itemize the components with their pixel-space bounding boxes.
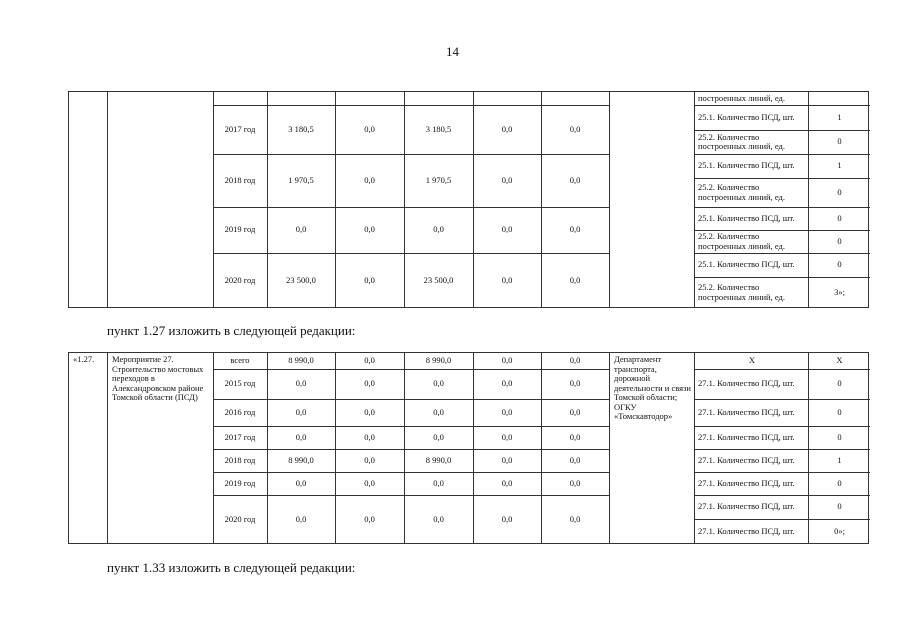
indicator-name: 25.2. Количество построенных линий, ед. [698, 231, 785, 251]
amount-cell: 0,0 [433, 406, 444, 417]
amount-cell: 0,0 [501, 224, 513, 235]
indicator-value: 1 [837, 160, 842, 171]
amount-cell: 0,0 [501, 406, 513, 417]
amount-cell: 8 990,0 [288, 355, 314, 366]
page-number: 14 [446, 44, 459, 59]
indicator-value: 0 [837, 186, 842, 197]
amount-cell: 0,0 [569, 513, 581, 524]
amount-cell: 0,0 [364, 406, 375, 417]
amount-cell: 0,0 [501, 355, 513, 366]
amount-cell: 0,0 [364, 355, 375, 366]
year-cell: 2020 год [224, 274, 256, 285]
indicator-value: 0 [837, 235, 842, 246]
year-cell: 2020 год [224, 513, 256, 524]
indicator-value: 1 [837, 454, 842, 465]
amount-cell: 0,0 [569, 431, 581, 442]
amount-cell: 1 970,5 [288, 174, 314, 185]
indicator-value: 0 [837, 378, 842, 389]
year-cell: всего [230, 355, 250, 366]
amount-cell: 0,0 [569, 454, 581, 465]
amount-cell: 0,0 [569, 274, 581, 285]
indicator-name: 25.2. Количество построенных линий, ед. [698, 182, 785, 202]
amount-cell: 0,0 [295, 477, 307, 488]
amount-cell: 0,0 [569, 123, 581, 134]
indicator-value: 0 [837, 477, 842, 488]
indicator-value: 1 [837, 111, 842, 122]
amount-cell: 0,0 [501, 123, 513, 134]
year-cell: 2015 год [224, 378, 256, 389]
instruction-paragraph-1-27: пункт 1.27 изложить в следующей редакции: [107, 323, 356, 338]
amount-cell: 1 970,5 [425, 174, 452, 185]
amount-cell: 0,0 [295, 378, 307, 389]
year-cell: 2016 год [224, 406, 256, 417]
indicator-name: 25.2. Количество построенных линий, ед. [698, 131, 785, 151]
indicator-name: 25.1. Количество ПСД, шт. [698, 160, 795, 171]
year-cell: 2018 год [224, 454, 256, 465]
amount-cell: 0,0 [569, 406, 581, 417]
indicator-name: 27.1. Количество ПСД, шт. [698, 406, 795, 417]
indicator-value: 3»; [834, 286, 845, 297]
amount-cell: 0,0 [501, 513, 513, 524]
indicator-value: 0 [837, 259, 842, 270]
amount-cell: 0,0 [295, 224, 307, 235]
instruction-paragraph-1-33: пункт 1.33 изложить в следующей редакции: [107, 560, 356, 575]
year-cell: 2017 год [224, 431, 256, 442]
amount-cell: 0,0 [433, 431, 444, 442]
indicator-value: 0 [837, 212, 842, 223]
year-cell: 2019 год [224, 477, 256, 488]
indicator-name: 27.1. Количество ПСД, шт. [698, 501, 795, 512]
amount-cell: 0,0 [364, 123, 375, 134]
amount-cell: 0,0 [295, 431, 307, 442]
amount-cell: 0,0 [501, 431, 513, 442]
amount-cell: 0,0 [501, 274, 513, 285]
amount-cell: 0,0 [364, 378, 375, 389]
indicator-name: 27.1. Количество ПСД, шт. [698, 477, 795, 488]
amount-cell: 0,0 [569, 174, 581, 185]
amount-cell: 0,0 [569, 224, 581, 235]
indicator-value: 0 [837, 136, 842, 147]
indicator-name: построенных линий, ед. [698, 92, 785, 103]
amount-cell: 0,0 [364, 477, 375, 488]
indicator-value: 0 [837, 406, 842, 417]
amount-cell: 0,0 [501, 378, 513, 389]
amount-cell: 8 990,0 [288, 454, 314, 465]
amount-cell: 0,0 [364, 224, 375, 235]
amount-cell: 0,0 [501, 477, 513, 488]
indicator-name: 25.1. Количество ПСД, шт. [698, 259, 795, 270]
indicator-value: 0 [837, 431, 842, 442]
indicator-value: 0»; [834, 525, 845, 536]
indicator-value: X [836, 355, 843, 366]
amount-cell: 0,0 [433, 224, 444, 235]
indicator-name: 27.1. Количество ПСД, шт. [698, 525, 795, 536]
indicator-name: 27.1. Количество ПСД, шт. [698, 378, 795, 389]
amount-cell: 0,0 [364, 454, 375, 465]
measure-name: Мероприятие 27. Строительство мостовых переходов в Александровском районе Томской области (ПСД) [112, 354, 204, 402]
indicator-value [809, 92, 870, 105]
amount-cell: 0,0 [569, 355, 581, 366]
amount-cell: 0,0 [364, 174, 375, 185]
amount-cell: 0,0 [295, 513, 307, 524]
amount-cell: 8 990,0 [425, 355, 452, 366]
amount-cell: 0,0 [569, 477, 581, 488]
indicator-name: 25.1. Количество ПСД, шт. [698, 212, 795, 223]
amount-cell: 23 500,0 [423, 274, 454, 285]
indicator-name: 25.1. Количество ПСД, шт. [698, 111, 795, 122]
amount-cell: 0,0 [364, 274, 375, 285]
amount-cell: 0,0 [433, 378, 444, 389]
program-table-continuation [68, 91, 869, 308]
indicator-name: 27.1. Количество ПСД, шт. [698, 431, 795, 442]
amount-cell: 3 180,5 [288, 123, 314, 134]
amount-cell: 0,0 [569, 378, 581, 389]
year-cell: 2017 год [224, 123, 256, 134]
amount-cell: 0,0 [501, 174, 513, 185]
amount-cell: 0,0 [364, 513, 375, 524]
amount-cell: 23 500,0 [286, 274, 316, 285]
item-number: «1.27. [73, 354, 95, 364]
responsible-executor: Департамент транспорта, дорожной деятельности и связи Томской области; ОГКУ «Томскавтодор» [614, 354, 691, 421]
year-cell: 2019 год [224, 224, 256, 235]
amount-cell: 0,0 [501, 454, 513, 465]
amount-cell: 0,0 [364, 431, 375, 442]
amount-cell: 3 180,5 [425, 123, 452, 134]
amount-cell: 0,0 [433, 513, 444, 524]
indicator-name: 27.1. Количество ПСД, шт. [698, 454, 795, 465]
amount-cell: 0,0 [433, 477, 444, 488]
indicator-name: 25.2. Количество построенных линий, ед. [698, 282, 785, 302]
amount-cell: 8 990,0 [425, 454, 452, 465]
year-cell: 2018 год [224, 174, 256, 185]
amount-cell: 0,0 [295, 406, 307, 417]
program-table-item-1-27 [68, 352, 869, 544]
indicator-value: 0 [837, 501, 842, 512]
indicator-name: X [748, 355, 756, 366]
